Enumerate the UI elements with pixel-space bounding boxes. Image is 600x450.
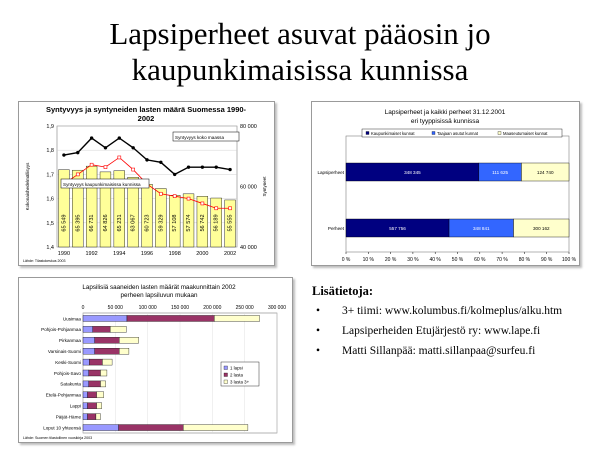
info-text-lape[interactable]: Lapsiperheiden Etujärjestö ry: www.lape.fi	[342, 325, 541, 337]
x-tick-label: 200 000	[203, 305, 222, 311]
x-tick-label: 30 %	[407, 257, 419, 263]
bar-segment	[88, 414, 96, 420]
bar-label: 348 841	[472, 226, 490, 231]
bar-segment	[89, 381, 101, 387]
info-text-contact[interactable]: Matti Sillanpää: matti.sillanpaa@surfeu.fi	[342, 345, 536, 357]
category-label: Lapsiperheet	[317, 170, 344, 175]
bar-segment	[83, 370, 89, 376]
bar-segment	[89, 359, 102, 365]
chart2-title-line2: eri tyyppisissä kunnissa	[410, 118, 480, 125]
bar-segment	[95, 348, 120, 354]
legend-swatch	[224, 373, 228, 377]
bar-label: 60 723	[144, 214, 151, 232]
legend-label: Kaupunkimaiset kunnat	[371, 131, 415, 136]
bar-segment	[88, 403, 97, 409]
y1-tick-label: 1,5	[46, 220, 54, 227]
info-item-kolmeplus	[312, 304, 596, 319]
x-tick-label: 1992	[85, 251, 98, 257]
x-tick-label: 250 000	[235, 305, 254, 311]
bar-segment	[83, 337, 95, 343]
info-text-kolmeplus[interactable]: 3+ tiimi: www.kolumbus.fi/kolmeplus/alku.htm	[342, 305, 563, 317]
info-item-contact	[312, 344, 596, 359]
legend-swatch	[366, 132, 369, 135]
total-point	[201, 165, 204, 168]
x-tick-label: 90 %	[540, 257, 553, 263]
x-tick-label: 0	[81, 305, 85, 311]
category-label: Satakunta	[60, 381, 81, 387]
legend-swatch	[224, 366, 228, 370]
category-label: Keski-Suomi	[55, 359, 81, 365]
chart1-title-line2: 2002	[137, 114, 155, 123]
y2-tick-label: 60 000	[240, 184, 257, 191]
chart3-title-line2: perheen lapsiluvun mukaan	[120, 292, 198, 299]
x-tick-label: 1990	[57, 251, 71, 257]
y2-axis-label: Syntyneet	[262, 176, 267, 197]
bar-label: 65 395	[75, 214, 82, 232]
bar-segment	[97, 403, 102, 409]
chart2-title-line1: Lapsiperheet ja kaikki perheet 31.12.2001	[384, 109, 506, 116]
chart1-source: Lähde: Tilastokeskus 2003	[23, 259, 66, 263]
legend-label: Maaseutumaiset kunnat	[503, 131, 548, 136]
x-tick-label: 80 %	[518, 257, 531, 263]
bar-segment	[100, 381, 105, 387]
x-tick-label: 300 000	[267, 305, 287, 311]
rural-point	[118, 156, 121, 159]
category-label: Päijät-Häme	[55, 414, 81, 420]
slide-title	[0, 16, 600, 88]
bar-label: 56 189	[213, 214, 220, 232]
x-tick-label: 1994	[113, 251, 126, 257]
total-point	[173, 173, 176, 176]
x-tick-label: 50 000	[107, 305, 123, 311]
slide-title-line2: kaupunkimaisissa kunnissa	[131, 52, 469, 87]
bar-segment	[83, 381, 89, 387]
chart3-source: Lähde: Suomen tilastollinen vuosikirja 2003	[23, 436, 93, 440]
rural-point	[90, 163, 93, 166]
total-point	[215, 165, 218, 168]
bar-segment	[127, 315, 214, 321]
bar-segment	[83, 359, 89, 365]
bar-segment	[96, 414, 101, 420]
x-tick-label: 100 000	[138, 305, 157, 311]
x-tick-label: 70 %	[496, 257, 508, 263]
bar-segment	[97, 392, 104, 398]
bar-segment	[119, 348, 129, 354]
legend-label: 1 lapsi	[230, 365, 243, 371]
category-label: Pirkanmaa	[59, 338, 81, 344]
bar-label: 63 067	[130, 214, 137, 232]
x-tick-label: 100 %	[561, 257, 577, 263]
bar-segment	[110, 326, 126, 332]
bar-segment	[102, 359, 112, 365]
bar-segment	[83, 326, 93, 332]
y1-tick-label: 1,9	[46, 124, 54, 130]
bar-segment	[183, 425, 248, 431]
bar-label: 59 329	[158, 214, 165, 232]
total-point	[62, 153, 65, 156]
y2-tick-label: 40 000	[240, 245, 257, 251]
rural-point	[159, 192, 162, 195]
bar-segment	[83, 414, 88, 420]
x-tick-label: 150 000	[170, 305, 190, 311]
bar-segment	[119, 337, 138, 343]
legend-label: 3 lasta 3+	[230, 379, 250, 385]
families-chart	[312, 102, 579, 265]
annot-rural: Syntyvyys kaupunkimaisissa kunnissa	[63, 182, 141, 187]
x-tick-label: 2002	[223, 251, 237, 257]
rural-point	[76, 173, 79, 176]
more-info-heading: Lisätietoja:	[312, 284, 374, 298]
y1-tick-label: 1,6	[46, 196, 54, 203]
bar-segment	[83, 315, 127, 321]
legend-label: Taajaan asutut kunnat	[437, 131, 478, 136]
info-item-lape	[312, 324, 596, 339]
bar	[86, 166, 97, 247]
bar-label: 348 345	[404, 170, 421, 175]
x-tick-label: 2000	[196, 251, 209, 257]
bullet: •	[316, 305, 321, 317]
bar-label: 64 826	[102, 214, 109, 232]
category-label: Loput 10 yhteensä	[43, 425, 81, 431]
legend-swatch	[498, 132, 501, 135]
bar-label: 557 756	[389, 226, 406, 231]
bar-segment	[214, 315, 259, 321]
category-label: Pohjois-Savo	[53, 370, 81, 376]
y1-axis-label: Kokonaishedelmällisyys	[25, 162, 30, 211]
bar-label: 55 555	[227, 214, 234, 232]
total-point	[187, 165, 190, 168]
total-point	[76, 151, 79, 154]
rural-point	[132, 168, 135, 171]
bar-segment	[83, 403, 88, 409]
bar-label: 65 549	[61, 214, 68, 232]
child-allowance-chart	[19, 278, 292, 442]
total-point	[159, 161, 162, 164]
bar-label: 124 740	[536, 170, 554, 175]
bar-segment	[119, 425, 184, 431]
category-label: Uusimaa	[62, 316, 81, 322]
rural-point	[215, 207, 218, 210]
total-point	[90, 136, 93, 139]
bar-segment	[88, 392, 97, 398]
bar-label: 57 108	[172, 214, 179, 232]
x-tick-label: 1996	[140, 251, 154, 257]
y1-tick-label: 1,8	[46, 148, 54, 155]
bar-segment	[100, 370, 106, 376]
x-tick-label: 60 %	[474, 257, 486, 263]
rural-point	[229, 207, 232, 210]
bar-segment	[93, 326, 110, 332]
bar-segment	[83, 425, 119, 431]
child-allowance-chart-panel	[18, 277, 293, 443]
rural-point	[187, 197, 190, 200]
total-point	[131, 146, 134, 149]
category-label: Etelä-Pohjanmaa	[45, 392, 81, 398]
total-point	[228, 168, 231, 171]
x-tick-label: 50 %	[451, 257, 464, 263]
chart3-title-line1: Lapsilisiä saaneiden lasten määrät maakunnittain 2002	[82, 284, 236, 291]
more-info	[312, 284, 596, 364]
bar-segment	[83, 392, 88, 398]
y2-tick-label: 80 000	[240, 124, 257, 130]
bar-label: 300 162	[532, 226, 550, 231]
bullet: •	[316, 325, 321, 337]
x-tick-label: 40 %	[429, 257, 441, 263]
legend-swatch	[432, 132, 435, 135]
category-label: Perheet	[327, 226, 344, 231]
y1-tick-label: 1,7	[46, 172, 54, 179]
bar-label: 65 231	[116, 214, 123, 232]
x-tick-label: 10 %	[362, 257, 375, 263]
x-tick-label: 0 %	[341, 257, 351, 263]
chart1-title-line1: Syntyvyys ja syntyneiden lasten määrä Suomessa 1990-	[45, 105, 247, 114]
bar-label: 111 625	[492, 170, 509, 175]
category-label: Lappi	[69, 403, 81, 409]
bullet: •	[316, 345, 321, 357]
bar-segment	[95, 337, 120, 343]
slide-title-line1: Lapsiperheet asuvat pääosin jo	[109, 16, 491, 51]
x-tick-label: 1998	[168, 251, 181, 257]
bar-segment	[83, 348, 95, 354]
bar-label: 66 731	[89, 214, 96, 232]
total-point	[118, 136, 121, 139]
rural-point	[201, 202, 204, 205]
legend-label: 2 lasta	[230, 372, 243, 378]
legend-swatch	[224, 380, 228, 384]
birth-rate-chart-panel	[18, 101, 275, 266]
total-point	[104, 146, 107, 149]
birth-rate-chart	[19, 102, 274, 265]
families-chart-panel	[311, 101, 580, 266]
y1-tick-label: 1,4	[46, 245, 54, 251]
rural-point	[104, 166, 107, 169]
rural-point	[173, 195, 176, 198]
category-label: Varsinais-Suomi	[47, 348, 81, 354]
bar-label: 57 574	[186, 214, 193, 232]
annot-total: Syntyvyys koko maassa	[175, 135, 225, 140]
bar-segment	[89, 370, 101, 376]
bar-label: 56 742	[199, 214, 206, 232]
category-label: Pohjois-Pohjanmaa	[41, 327, 81, 333]
x-tick-label: 20 %	[384, 257, 397, 263]
total-point	[145, 158, 148, 161]
